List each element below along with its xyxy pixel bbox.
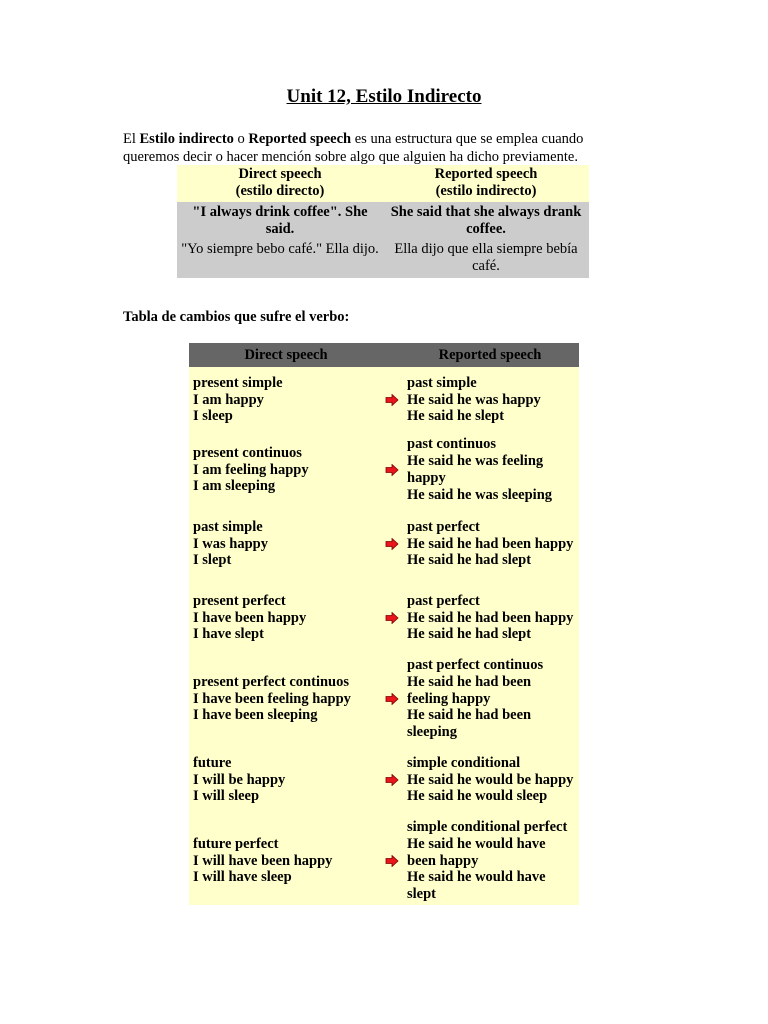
reported-example: He said he slept [407,408,505,425]
header-direct-speech-label: Direct speech [238,166,322,182]
verb-change-row [189,817,579,905]
reported-tense-name: past perfect [407,518,480,535]
reported-example: He said he had been happy [407,609,574,626]
right-arrow-icon [385,394,399,406]
header-direct-speech-sublabel: (estilo directo) [235,183,325,199]
right-arrow-icon [385,855,399,867]
direct-example: I will sleep [193,788,260,805]
direct-example: I am sleeping [193,478,276,495]
direct-example: I have slept [193,626,264,643]
reported-example: He said he would have slept [407,869,546,903]
reported-tense-name: past continuos [407,436,497,453]
reported-example: He said he had slept [407,626,532,643]
header-reported-speech-sublabel: (estilo indirecto) [435,183,537,199]
direct-example: I will have been happy [193,852,333,869]
direct-example: I slept [193,552,232,569]
header-reported-speech [383,165,589,202]
verb-change-row [189,367,579,433]
column-header-reported: Reported speech [401,343,579,367]
intro-text-3: es una estructura que se emplea cuando queremos decir o hacer mención sobre algo que alguien ha dicho previamente. [123,131,584,165]
verb-changes-table [189,343,579,905]
reported-speech-cell [401,507,579,581]
arrow-cell [383,655,401,743]
verb-change-row [189,743,579,817]
verb-change-row [189,507,579,581]
direct-tense-name: present perfect [193,592,286,609]
direct-speech-cell [189,743,383,817]
reported-example: He said he had been feeling happy [407,673,532,707]
right-arrow-icon [385,538,399,550]
column-header-arrow [383,343,401,367]
direct-tense-name: present simple [193,374,283,391]
example-row-spanish [177,239,589,278]
verb-table-header [189,343,579,367]
reported-tense-name: past simple [407,374,477,391]
reported-tense-name: simple conditional perfect [407,818,568,835]
intro-paragraph [123,130,643,166]
direct-tense-name: future [193,754,232,771]
direct-speech-cell [189,433,383,507]
verb-change-row [189,433,579,507]
direct-tense-name: past simple [193,518,263,535]
example-direct-cell: "I always drink coffee". She said. [177,202,383,239]
reported-example: He said he was happy [407,391,541,408]
direct-example: I am happy [193,391,264,408]
reported-speech-cell [401,581,579,655]
direct-speech-cell [189,655,383,743]
reported-speech-cell [401,433,579,507]
header-reported-speech-label: Reported speech [434,166,538,182]
arrow-cell [383,817,401,905]
intro-term-estilo-indirecto: Estilo indirecto [139,131,234,147]
direct-speech-cell [189,367,383,433]
column-header-direct: Direct speech [189,343,383,367]
arrow-cell [383,507,401,581]
arrow-cell [383,367,401,433]
reported-example: He said he would be happy [407,771,574,788]
direct-example: I have been feeling happy [193,690,351,707]
reported-tense-name: past perfect continuos [407,657,544,673]
page-title: Unit 12, Estilo Indirecto [286,86,482,107]
example-reported-cell: She said that she always drank coffee. [383,202,589,239]
right-arrow-icon [385,464,399,476]
reported-speech-cell [401,655,579,743]
direct-speech-cell [189,581,383,655]
reported-speech-cell [401,817,579,905]
reported-example: He said he had been happy [407,535,574,552]
reported-tense-name: simple conditional [407,754,521,771]
arrow-cell [383,743,401,817]
arrow-cell [383,433,401,507]
intro-text-2: o [233,131,249,147]
right-arrow-icon [385,774,399,786]
verb-change-row [189,655,579,743]
direct-tense-name: present perfect continuos [193,673,349,690]
header-direct-speech [177,165,383,202]
arrow-cell [383,581,401,655]
direct-speech-cell [189,507,383,581]
reported-example: He said he had slept [407,552,532,569]
direct-example: I am feeling happy [193,461,309,478]
direct-example: I will have sleep [193,869,292,886]
direct-speech-cell [189,817,383,905]
reported-example: He said he had been sleeping [407,707,532,741]
reported-example: He said he would have been happy [407,835,546,869]
direct-tense-name: future perfect [193,835,279,852]
intro-text-1: El [123,131,140,147]
reported-tense-name: past perfect [407,592,480,609]
reported-example: He said he was feeling happy [407,453,544,486]
reported-speech-cell [401,367,579,433]
direct-example: I sleep [193,408,233,425]
section-subtitle: Tabla de cambios que sufre el verbo: [123,309,350,325]
example-table [177,165,589,278]
direct-example: I will be happy [193,771,286,788]
right-arrow-icon [385,693,399,705]
direct-tense-name: present continuos [193,444,302,461]
direct-example: I have been sleeping [193,707,318,724]
example-table-header [177,165,589,202]
example-reported-cell: Ella dijo que ella siempre bebía café. [383,239,589,278]
right-arrow-icon [385,612,399,624]
reported-example: He said he would sleep [407,788,548,805]
verb-change-row [189,581,579,655]
reported-example: He said he was sleeping [407,486,553,503]
example-direct-cell: "Yo siempre bebo café." Ella dijo. [177,239,383,278]
reported-speech-cell [401,743,579,817]
direct-example: I was happy [193,535,268,552]
intro-term-reported-speech: Reported speech [248,131,352,147]
direct-example: I have been happy [193,609,307,626]
example-row-english [177,202,589,239]
